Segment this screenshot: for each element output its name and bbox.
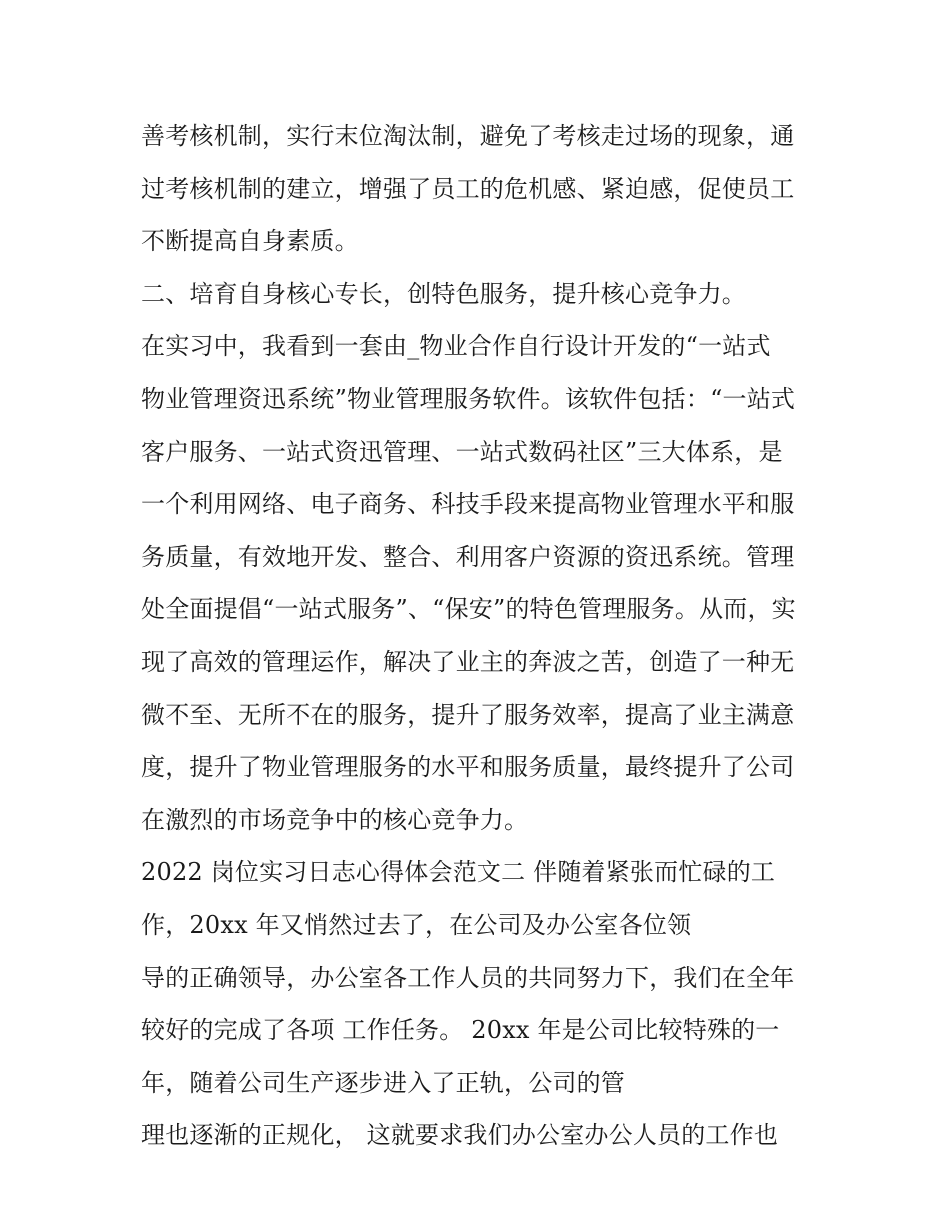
text-line: 不断提高自身素质。 [141, 227, 359, 256]
document-body [141, 110, 821, 1162]
text-line: 务质量，有效地开发、整合、利用客户资源的资迅系统。管理 [141, 542, 795, 571]
text-line: 度，提升了物业管理服务的水平和服务质量，最终提升了公司 [141, 753, 795, 782]
text-line: 作，20xx 年又悄然过去了，在公司及办公室各位领 [141, 910, 692, 939]
text-line: 客户服务、一站式资迅管理、一站式数码社区”三大体系，是 [141, 437, 783, 466]
text-line: 处全面提倡“一站式服务”、“保安”的特色管理服务。从而，实 [141, 595, 796, 624]
text-line: 在实习中，我看到一套由_物业合作自行设计开发的“一站式 [141, 332, 771, 361]
text-line: 过考核机制的建立，增强了员工的危机感、紧迫感，促使员工 [141, 174, 795, 203]
text-line: 物业管理资迅系统”物业管理服务软件。该软件包括：“一站式 [141, 384, 796, 413]
text-line: 微不至、无所不在的服务，提升了服务效率，提高了业主满意 [141, 700, 795, 729]
text-line: 一个利用网络、电子商务、科技手段来提高物业管理水平和服 [141, 490, 795, 519]
text-line: 年，随着公司生产逐步进入了正轨，公司的管 [141, 1068, 625, 1097]
text-line: 现了高效的管理运作，解决了业主的奔波之苦，创造了一种无 [141, 647, 795, 676]
text-line: 2022 岗位实习日志心得体会范文二 伴随着紧张而忙碌的工 [141, 858, 776, 887]
text-line: 理也逐渐的正规化， 这就要求我们办公室办公人员的工作也 [141, 1121, 779, 1150]
text-line: 导的正确领导，办公室各工作人员的共同努力下，我们在全年 [141, 963, 795, 992]
text-line: 较好的完成了各项 工作任务。 20xx 年是公司比较特殊的一 [141, 1016, 780, 1045]
text-line: 善考核机制，实行末位淘汰制，避免了考核走过场的现象，通 [141, 122, 795, 150]
text-line: 在激烈的市场竞争中的核心竞争力。 [141, 805, 529, 834]
section-heading: 二、培育自身核心专长，创特色服务，提升核心竞争力。 [141, 279, 746, 308]
